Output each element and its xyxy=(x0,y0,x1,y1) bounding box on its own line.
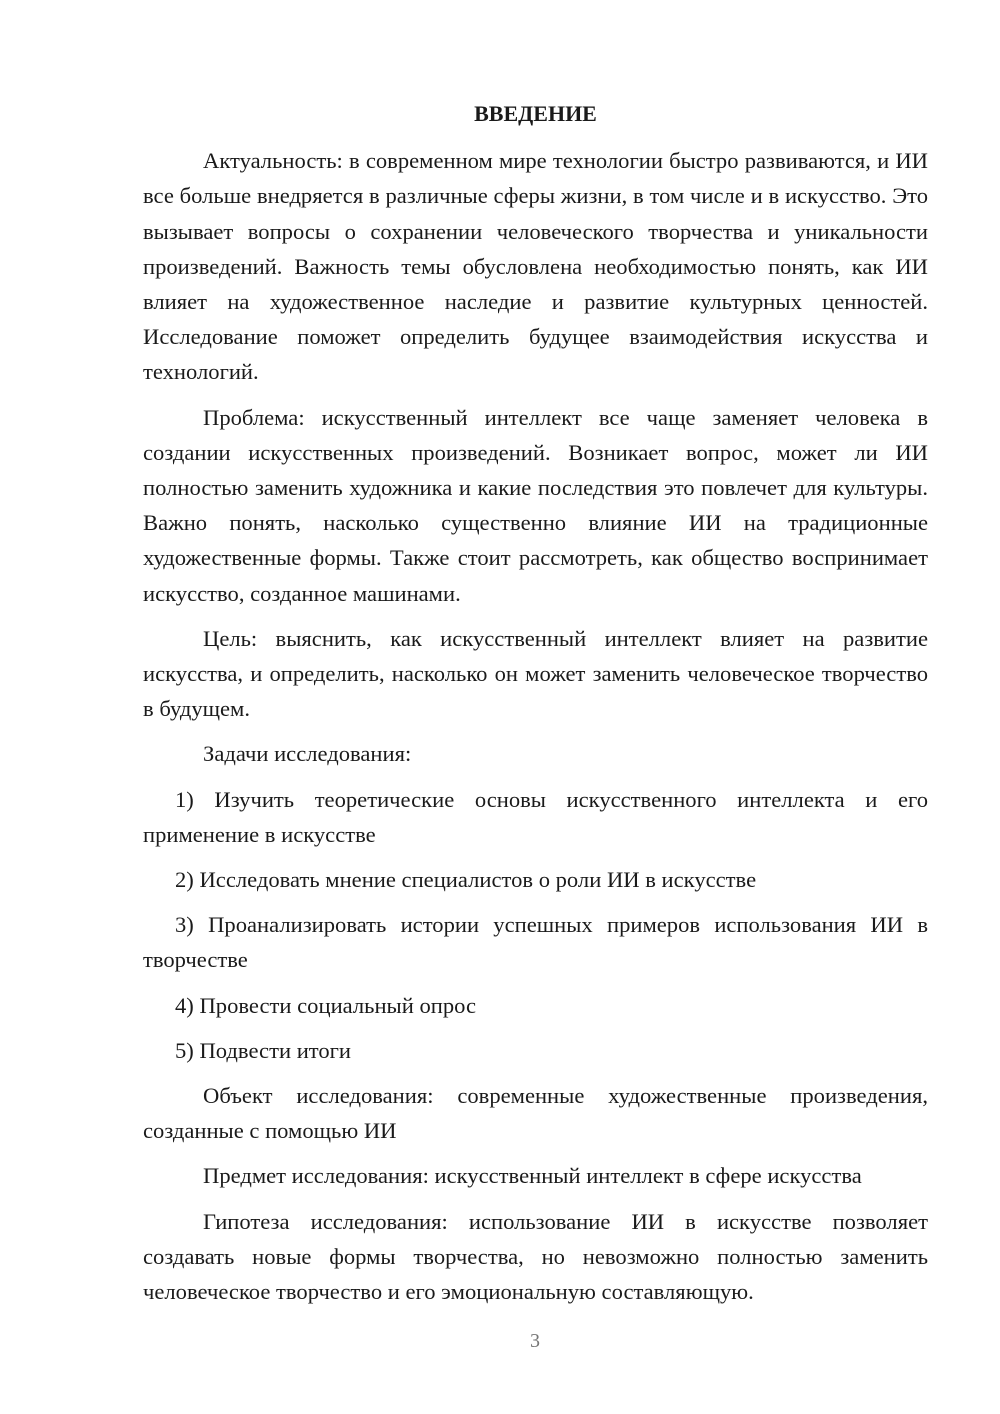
task-item-2: 2) Исследовать мнение специалистов о роли ИИ в искусстве xyxy=(175,867,757,893)
subject-paragraph: Предмет исследования: искусственный интеллект в сфере искусства xyxy=(203,1163,862,1189)
problem-paragraph: Проблема: искусственный интеллект все чаще заменяет человека в создании искусственных произведений. Возникает вопрос, может ли ИИ полностью заменить художника и какие последствия это повлечет для культуры. Важно понять, насколько существенно влияние ИИ на традиционные художественные формы. Также стоит рассмотреть, как общество воспринимает искусство, созданное машинами. xyxy=(143,404,928,606)
task-item-5: 5) Подвести итоги xyxy=(175,1037,352,1063)
goal-paragraph: Цель: выяснить, как искусственный интеллект влияет на развитие искусства, и определить, насколько он может заменить человеческое творчество в будущем. xyxy=(143,625,928,722)
hypothesis-paragraph: Гипотеза исследования: использование ИИ в искусстве позволяет создавать новые формы творчества, но невозможно полностью заменить человеческое творчество и его эмоциональную составляющую. xyxy=(143,1208,928,1305)
section-title: ВВЕДЕНИЕ xyxy=(474,101,597,126)
task-item-1: 1) Изучить теоретические основы искусственного интеллекта и его применение в искусстве xyxy=(143,786,928,847)
task-item-4: 4) Провести социальный опрос xyxy=(175,992,477,1018)
page-number: 3 xyxy=(530,1330,540,1352)
task-item-3: 3) Проанализировать истории успешных примеров использования ИИ в творчестве xyxy=(143,912,928,973)
relevance-paragraph: Актуальность: в современном мире технологии быстро развиваются, и ИИ все больше внедряется в различные сферы жизни, в том числе и в искусство. Это вызывает вопросы о сохранении человеческого творчества и уникальности произведений. Важность темы обусловлена необходимостью понять, как ИИ влияет на художественное наследие и развитие культурных ценностей. Исследование поможет определить будущее взаимодействия искусства и технологий. xyxy=(143,148,928,385)
document-page xyxy=(143,96,928,1309)
tasks-heading: Задачи исследования: xyxy=(203,741,412,767)
object-paragraph: Объект исследования: современные художественные произведения, созданные с помощью ИИ xyxy=(143,1083,928,1144)
